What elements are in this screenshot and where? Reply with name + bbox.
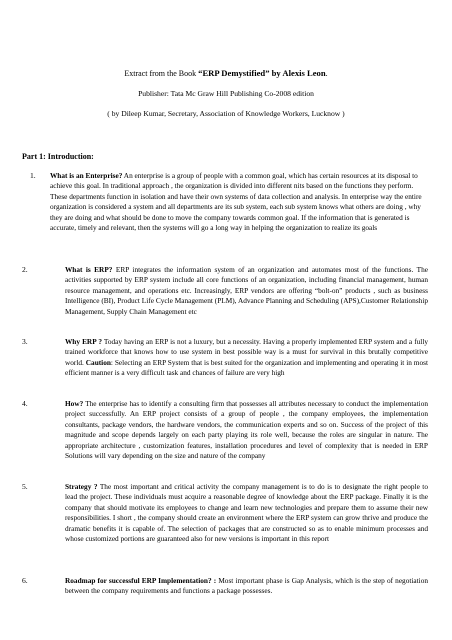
part-title: Part 1: Introduction: <box>22 152 94 161</box>
author-line: ( by Dileep Kumar, Secretary, Association of Knowledge Workers, Lucknow ) <box>107 109 345 118</box>
section-heading: Why ERP ? <box>65 337 102 346</box>
section-number: 6. <box>22 576 28 585</box>
section-heading: What is an Enterprise? <box>50 171 123 180</box>
book-extract-line: Extract from the Book “ERP Demystified” by Alexis Leon. <box>124 68 328 78</box>
section-text: Why ERP ? Today having an ERP is not a luxury, but a necessity. Having a properly implemented ERP system and a fully trained workforce that knows how to use system in best possible way is a must for survival in this brutally competitive world. Caution: Selecting an ERP System that is best suited for the organization and implementing and operating it in most efficient manner is a very difficult task and chances of failure are very high <box>65 337 428 378</box>
section-text: What is ERP? ERP integrates the information system of an organization and automates most of the functions. The activities supported by ERP system include all core functions of an organization, including financial management, human resource management, and operations etc. Increasingly, ERP vendors are offering “bolt-on” products , such as business Intelligence (BI), Product Life Cycle Management (PLM), Advance Planning and Scheduling (APS),Customer Relationship Management, Supply Chain Management etc <box>65 265 428 316</box>
section-number: 4. <box>22 399 28 408</box>
publisher-line: Publisher: Tata Mc Graw Hill Publishing Co-2008 edition <box>138 89 314 98</box>
section-number: 5. <box>22 482 28 491</box>
section-heading: What is ERP? <box>65 265 113 274</box>
section-number: 2. <box>22 265 28 274</box>
section-text: Roadmap for successful ERP Implementation? : Most important phase is Gap Analysis, which is the step of negotiation between the company requirements and functions a package possesses. <box>65 576 428 596</box>
section-text: How? The enterprise has to identify a consulting firm that possesses all attributes necessary to conduct the implementation project successfully. An ERP project consists of a group of people , the company employees, the implementation consultants, package vendors, the hardware vendors, the communication experts and so on. Success of the project of this magnitude and scope depends largely on each party playing its role well, because the roles are singular in nature. The appropriate architecture , customization features, installation procedures and level of complexity that is needed in ERP Solutions will vary depending on the size and nature of the company <box>65 399 428 461</box>
caution-label: Caution <box>85 357 111 367</box>
section-number: 1. <box>30 171 36 180</box>
section-number: 3. <box>22 337 28 346</box>
section-text: Strategy ? The most important and critical activity the company management is to do is to designate the right people to lead the project. These individuals must acquire a reasonable degree of knowledge about the ERP package. Finally it is the company that should motivate its employees to change and learn new technologies and prepare them to assume their new responsibilities. I short , the company should create an environment where the ERP system can grow thrive and produce the dramatic benefits it is capable of. The selection of packages that are constructed so as to enable minimum processes and whose customized portions are guaranteed also for new versions is important in this report <box>65 482 428 544</box>
section-heading: Strategy ? <box>65 482 98 491</box>
section-heading: Roadmap for successful ERP Implementation? : <box>65 576 217 585</box>
section-text: What is an Enterprise? An enterprise is a group of people with a common goal, which has certain resources at its disposal to achieve this goal. In traditional approach , the organization is divided into different nits based on the functions they perform. These departments function in isolation and have their own systems of data collection and analysis. In enterprise way the entire organization is considered a system and all departments are its sub system, each sub system knows what others are doing , why they are doing and what should be done to move the company towards common goal. If the information that is generated is accurate, timely and relevant, then the systems will go a long way in helping the organization to realize its goals <box>50 171 422 233</box>
section-heading: How? <box>65 399 84 408</box>
book-title: “ERP Demystified” by Alexis Leon <box>198 68 326 78</box>
